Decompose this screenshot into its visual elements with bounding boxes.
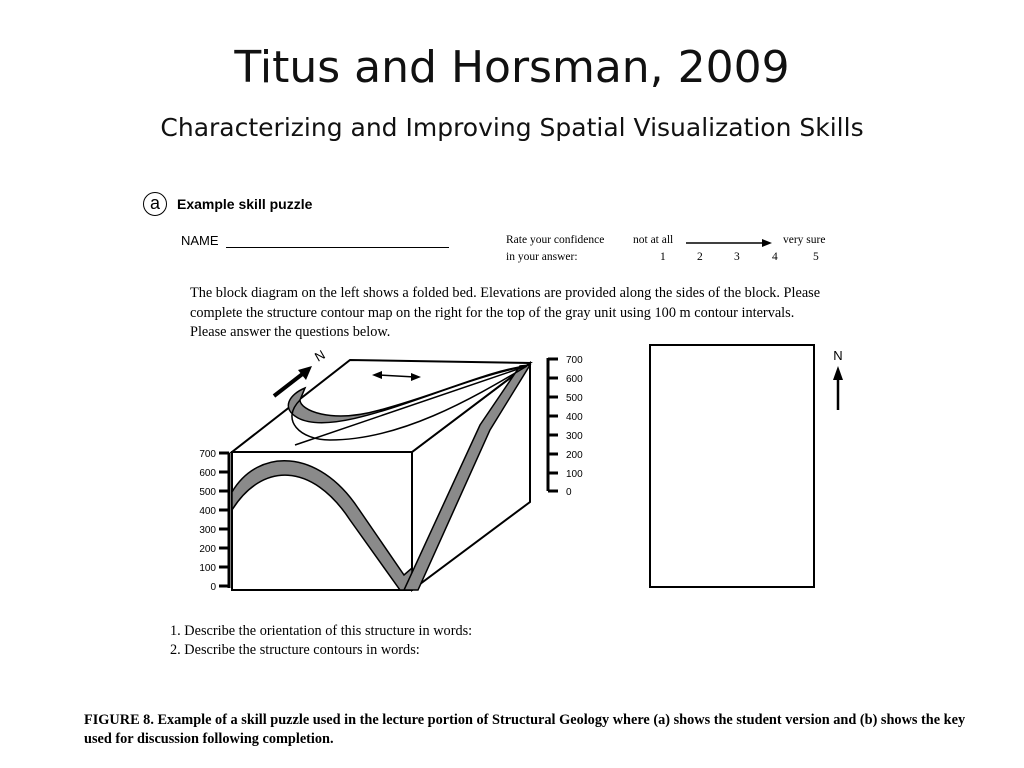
- name-label: NAME: [181, 233, 219, 248]
- block-north-arrow-icon: [274, 366, 312, 396]
- right-elev-600: 600: [566, 374, 583, 385]
- confidence-scale-3: 3: [734, 251, 740, 263]
- contour-map-box: [650, 345, 814, 587]
- confidence-high-label: very sure: [783, 234, 826, 246]
- question-1: 1. Describe the orientation of this structure in words:: [170, 623, 473, 639]
- panel-label: a: [143, 192, 167, 216]
- confidence-scale-2: 2: [697, 251, 703, 263]
- confidence-low-label: not at all: [633, 234, 674, 246]
- confidence-label-1: Rate your confidence: [506, 234, 605, 246]
- left-elevation-scale: [199, 449, 229, 593]
- confidence-scale-4: 4: [772, 251, 778, 263]
- left-elev-200: 200: [199, 544, 216, 555]
- map-north-arrow-icon: [833, 366, 843, 410]
- figure-caption: FIGURE 8. Example of a skill puzzle used in the lecture portion of Structural Geology where (a) shows the student version and (b) shows the key used for discussion following completion.: [84, 712, 966, 747]
- slide-title: Titus and Horsman, 2009: [234, 42, 790, 93]
- right-elev-500: 500: [566, 393, 583, 404]
- left-elev-0: 0: [210, 582, 216, 593]
- confidence-scale-5: 5: [813, 251, 819, 263]
- map-north-label: N: [833, 348, 843, 363]
- block-north-label: N: [312, 346, 328, 365]
- left-elev-700: 700: [199, 449, 216, 460]
- panel-title: Example skill puzzle: [177, 196, 313, 212]
- left-elev-400: 400: [199, 506, 216, 517]
- right-elev-700: 700: [566, 355, 583, 366]
- left-elev-500: 500: [199, 487, 216, 498]
- confidence-label-2: in your answer:: [506, 251, 578, 263]
- right-elev-100: 100: [566, 469, 583, 480]
- confidence-arrow-icon: [686, 239, 772, 247]
- right-elevation-scale: [548, 355, 583, 498]
- confidence-scale-1: 1: [660, 251, 666, 263]
- instructions-text: The block diagram on the left shows a folded bed. Elevations are provided along the sides of the block. Please complete the structure contour map on the right for the top of the gray unit using 100 m contour intervals. Please answer the questions below.: [190, 285, 821, 340]
- question-2: 2. Describe the structure contours in words:: [170, 642, 420, 658]
- left-elev-300: 300: [199, 525, 216, 536]
- questions-list: [170, 622, 472, 660]
- slide-subtitle: Characterizing and Improving Spatial Visualization Skills: [160, 113, 864, 142]
- left-elev-100: 100: [199, 563, 216, 574]
- right-elev-300: 300: [566, 431, 583, 442]
- right-elev-400: 400: [566, 412, 583, 423]
- right-elev-200: 200: [566, 450, 583, 461]
- right-elev-0: 0: [566, 487, 572, 498]
- left-elev-600: 600: [199, 468, 216, 479]
